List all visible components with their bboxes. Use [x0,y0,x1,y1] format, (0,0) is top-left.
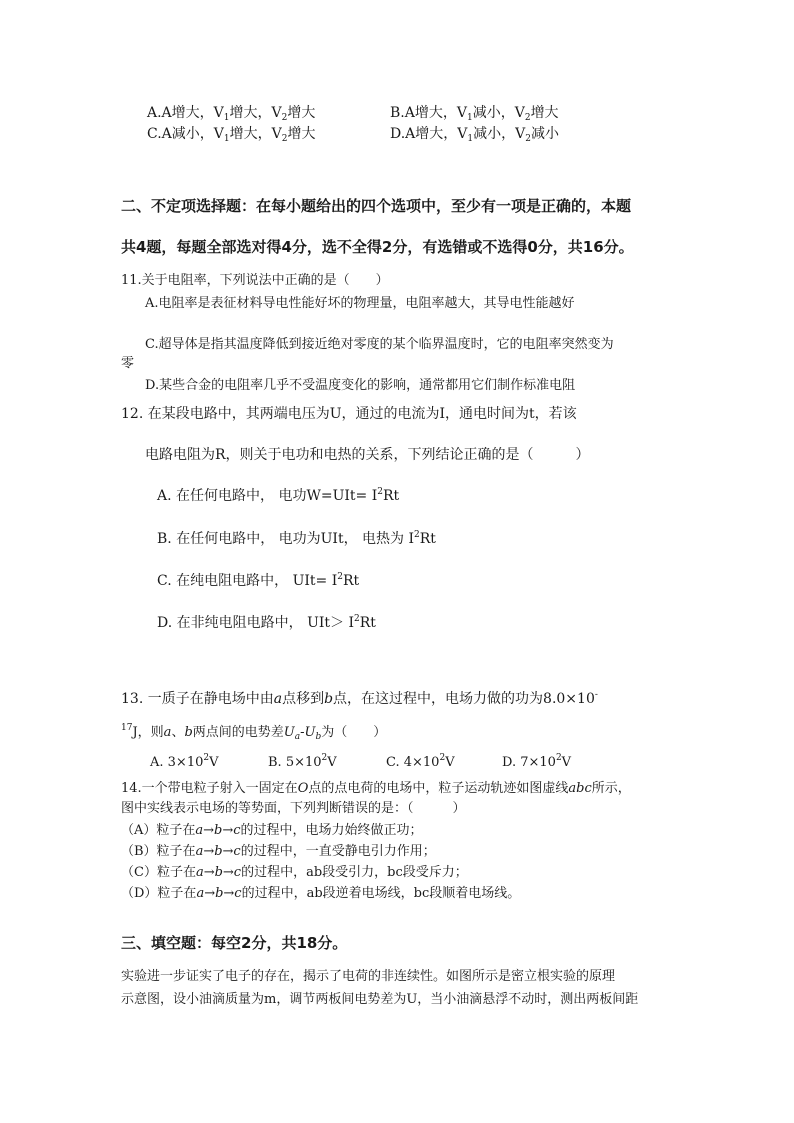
q11-option-c-cont: 零 [121,356,135,371]
q10-option-b: B.A增大，$V_1$减小，$V_2$增大 [390,105,559,123]
q12-option-c: C. 在纯电阻电路中， $UIt= I^2Rt$ [157,572,360,589]
section3-paragraph-line2: 示意图，设小油滴质量为m，调节两板间电势差为U，当小油滴悬浮不动时，测出两板间距 [121,992,639,1007]
q13-stem-line1: 13. 一质子在静电场中由a点移到b点，在这过程中，电场力做的功为8.0×10- [121,690,598,707]
q14-option-b: （B）粒子在a→b→c的过程中，一直受静电引力作用； [121,844,436,859]
q13-option-d: D. $7\times 10^2V$ [502,753,572,770]
q14-stem-line1: 14.一个带电粒子射入一固定在O点的点电荷的电场中，粒子运动轨迹如图虚线abc所示， [121,781,631,796]
q11-option-a: A.电阻率是表征材料导电性能好坏的物理量，电阻率越大，其导电性能越好 [145,296,575,311]
section2-heading-line2: 共4题，每题全部选对得4分，选不全得2分，有选错或不选得0分，共16分。 [121,238,634,256]
section3-paragraph-line1: 实验进一步证实了电子的存在，揭示了电荷的非连续性。如图所示是密立根实验的原理 [121,969,616,984]
q11-stem: 11.关于电阻率，下列说法中正确的是（ ） [121,273,389,288]
q14-option-a: （A）粒子在a→b→c的过程中，电场力始终做正功； [121,823,423,838]
section3-heading: 三、填空题：每空2分，共18分。 [121,934,348,952]
q12-stem-line2: 电路电阻为R，则关于电功和电热的关系，下列结论正确的是（ ） [145,447,590,463]
q12-option-b: B. 在任何电路中， 电功为UIt， 电热为 $I^2Rt$ [157,530,436,547]
q14-stem-line2: 图中实线表示电场的等势面，下列判断错误的是：（ ） [121,801,466,816]
q10-option-d: D.A增大，$V_1$减小，$V_2$减小 [390,126,559,144]
q12-option-a: A. 在任何电路中， 电功$W=UIt= I^2Rt$ [157,487,400,504]
q10-option-a: A.A增大，$V_1$增大，$V_2$增大 [147,105,316,123]
q12-option-d: D. 在非纯电阻电路中， $UIt> I^2Rt$ [157,614,376,631]
q11-option-c: C.超导体是指其温度降低到接近绝对零度的某个临界温度时，它的电阻率突然变为 [145,337,614,352]
q10-option-c: C.A减小，$V_1$增大，$V_2$增大 [147,126,316,144]
q14-option-c: （C）粒子在a→b→c的过程中，ab段受引力，bc段受斥力； [121,865,468,880]
q13-option-a: A. $3\times 10^2V$ [150,753,219,770]
q13-option-b: B. $5\times 10^2V$ [268,753,337,770]
q12-stem-line1: 12. 在某段电路中，其两端电压为U，通过的电流为I，通电时间为t，若该 [121,406,577,422]
q14-option-d: （D）粒子在a→b→c的过程中，ab段逆着电场线，bc段顺着电场线。 [121,886,521,901]
section2-heading-line1: 二、不定项选择题：在每小题给出的四个选项中，至少有一项是正确的，本题 [121,197,632,215]
q11-option-d: D.某些合金的电阻率几乎不受温度变化的影响，通常都用它们制作标准电阻 [145,378,576,393]
q13-option-c: C. $4\times 10^2V$ [386,753,455,770]
q13-stem-line2: $^{17}$J，则a、b两点间的电势差$U_a-U_b$为（ ） [121,723,387,742]
